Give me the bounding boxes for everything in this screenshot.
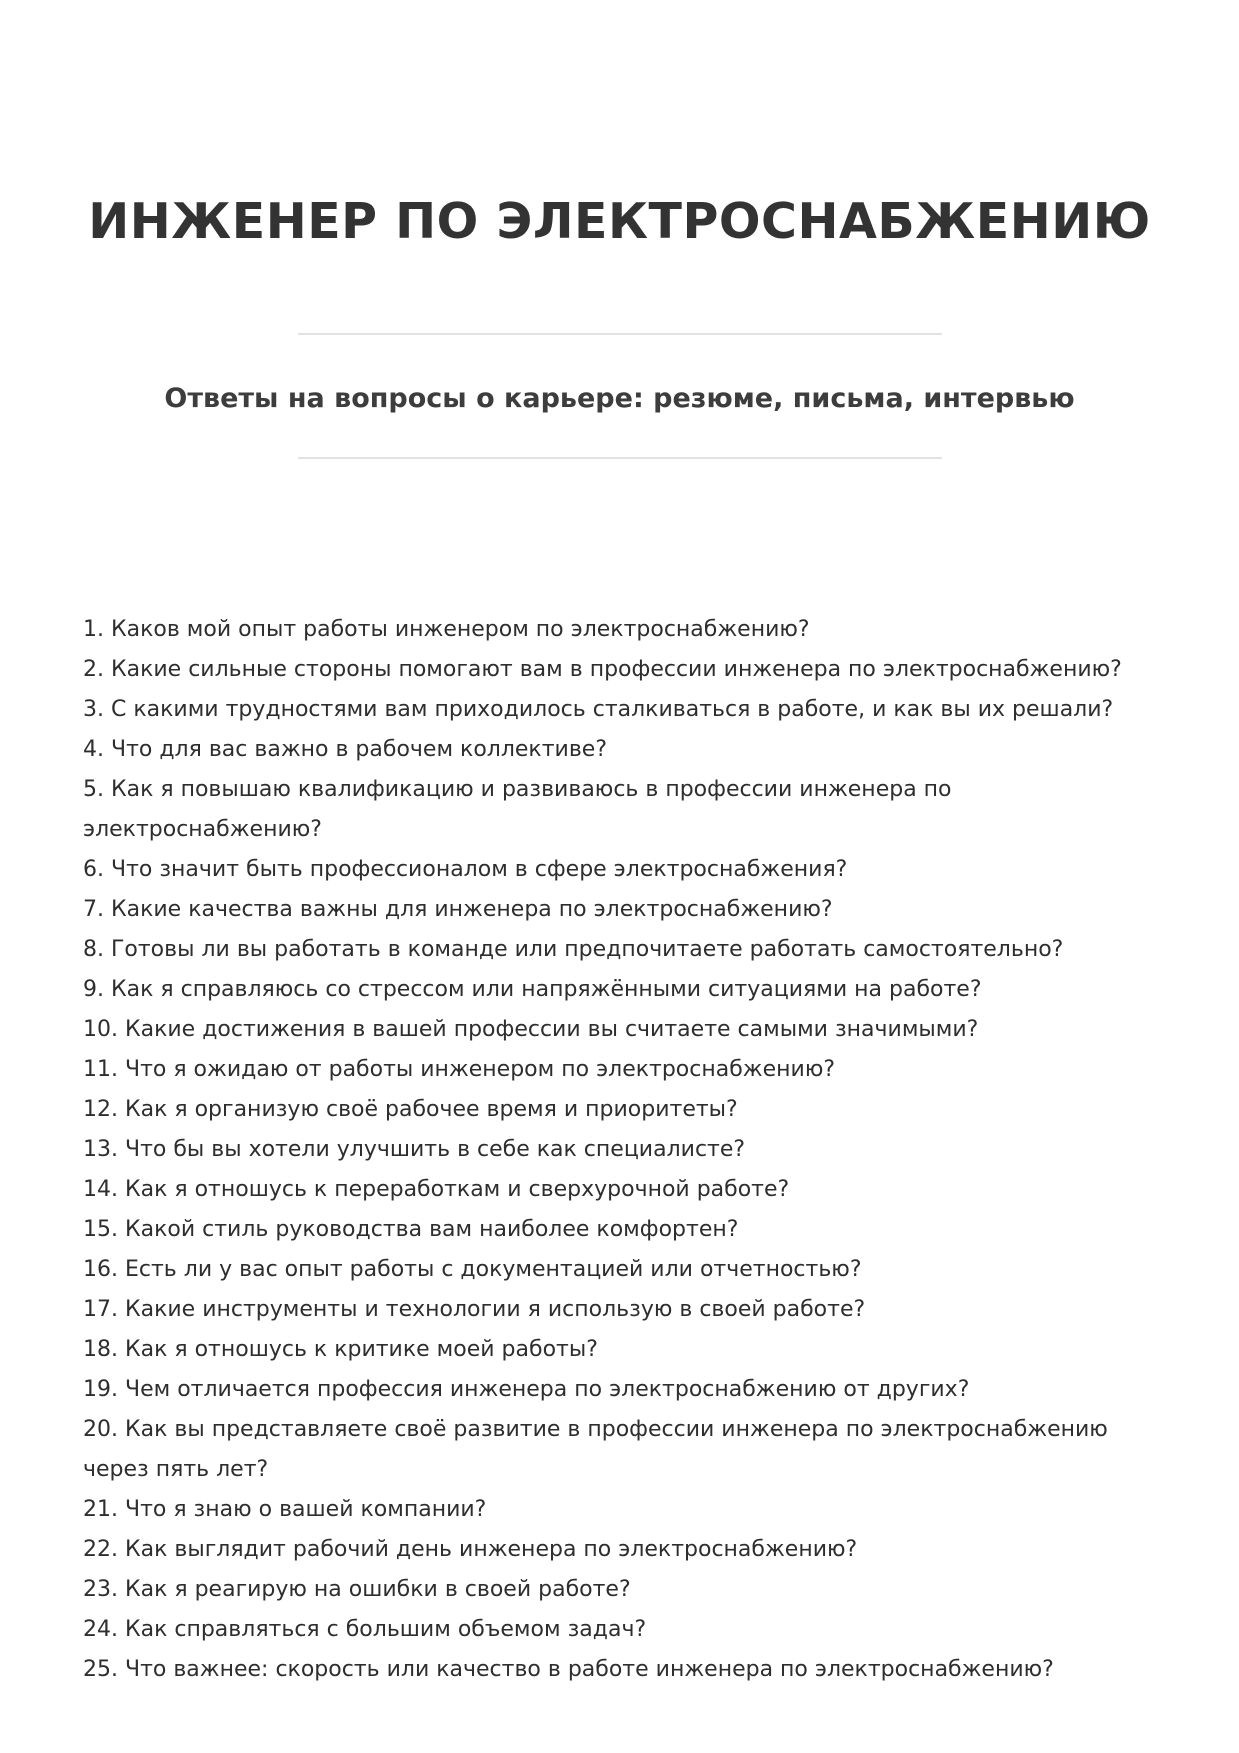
question-text-line: 6. Что значит быть профессионалом в сфере электроснабжения? [83,857,848,882]
question-text-line: 18. Как я отношусь к критике моей работы? [83,1337,598,1362]
question-item [83,930,1163,970]
question-text-line: 15. Какой стиль руководства вам наиболее комфортен? [83,1217,739,1242]
question-text-line: электроснабжению? [83,817,322,842]
question-text-line: 3. С какими трудностями вам приходилось сталкиваться в работе, и как вы их решали? [83,697,1114,722]
question-text-line: 14. Как я отношусь к переработкам и сверхурочной работе? [83,1177,790,1202]
question-item [83,610,1163,650]
question-item [83,1250,1163,1290]
title-divider-top [298,333,942,335]
question-item [83,1410,1163,1490]
question-text-line: 12. Как я организую своё рабочее время и приоритеты? [83,1097,738,1122]
page-subtitle: Ответы на вопросы о карьере: резюме, письма, интервью [164,383,1075,414]
question-text-line: 20. Как вы представляете своё развитие в профессии инженера по электроснабжению [83,1417,1108,1442]
question-text-line: 7. Какие качества важны для инженера по электроснабжению? [83,897,833,922]
question-text-line: 23. Как я реагирую на ошибки в своей работе? [83,1577,631,1602]
question-item [83,970,1163,1010]
question-text-line: через пять лет? [83,1457,269,1482]
question-item [83,650,1163,690]
question-item [83,1290,1163,1330]
question-item [83,1490,1163,1530]
question-text-line: 25. Что важнее: скорость или качество в работе инженера по электроснабжению? [83,1657,1054,1682]
question-item [83,1090,1163,1130]
question-item [83,1370,1163,1410]
question-text-line: 10. Какие достижения в вашей профессии вы считаете самыми значимыми? [83,1017,979,1042]
page-title: ИНЖЕНЕР ПО ЭЛЕКТРОСНАБЖЕНИЮ [88,193,1151,250]
question-item [83,730,1163,770]
question-text-line: 9. Как я справляюсь со стрессом или напряжёнными ситуациями на работе? [83,977,982,1002]
question-text-line: 19. Чем отличается профессия инженера по электроснабжению от других? [83,1377,970,1402]
question-text-line: 4. Что для вас важно в рабочем коллективе? [83,737,608,762]
question-item [83,1330,1163,1370]
question-text-line: 8. Готовы ли вы работать в команде или предпочитаете работать самостоятельно? [83,937,1064,962]
question-item [83,770,1163,850]
question-item [83,690,1163,730]
question-item [83,890,1163,930]
question-text-line: 5. Как я повышаю квалификацию и развиваюсь в профессии инженера по [83,777,952,802]
question-text-line: 21. Что я знаю о вашей компании? [83,1497,487,1522]
question-item [83,1170,1163,1210]
title-divider-bottom [298,457,942,459]
question-list [83,610,1163,1690]
question-item [83,850,1163,890]
question-text-line: 2. Какие сильные стороны помогают вам в профессии инженера по электроснабжению? [83,657,1122,682]
question-item [83,1050,1163,1090]
question-item [83,1570,1163,1610]
question-item [83,1650,1163,1690]
question-item [83,1210,1163,1250]
question-item [83,1010,1163,1050]
question-text-line: 17. Какие инструменты и технологии я использую в своей работе? [83,1297,866,1322]
question-text-line: 1. Каков мой опыт работы инженером по электроснабжению? [83,617,810,642]
question-text-line: 22. Как выглядит рабочий день инженера по электроснабжению? [83,1537,858,1562]
question-text-line: 24. Как справляться с большим объемом задач? [83,1617,647,1642]
question-text-line: 13. Что бы вы хотели улучшить в себе как специалисте? [83,1137,746,1162]
question-text-line: 16. Есть ли у вас опыт работы с документацией или отчетностью? [83,1257,862,1282]
question-item [83,1130,1163,1170]
question-item [83,1530,1163,1570]
question-item [83,1610,1163,1650]
question-text-line: 11. Что я ожидаю от работы инженером по электроснабжению? [83,1057,836,1082]
